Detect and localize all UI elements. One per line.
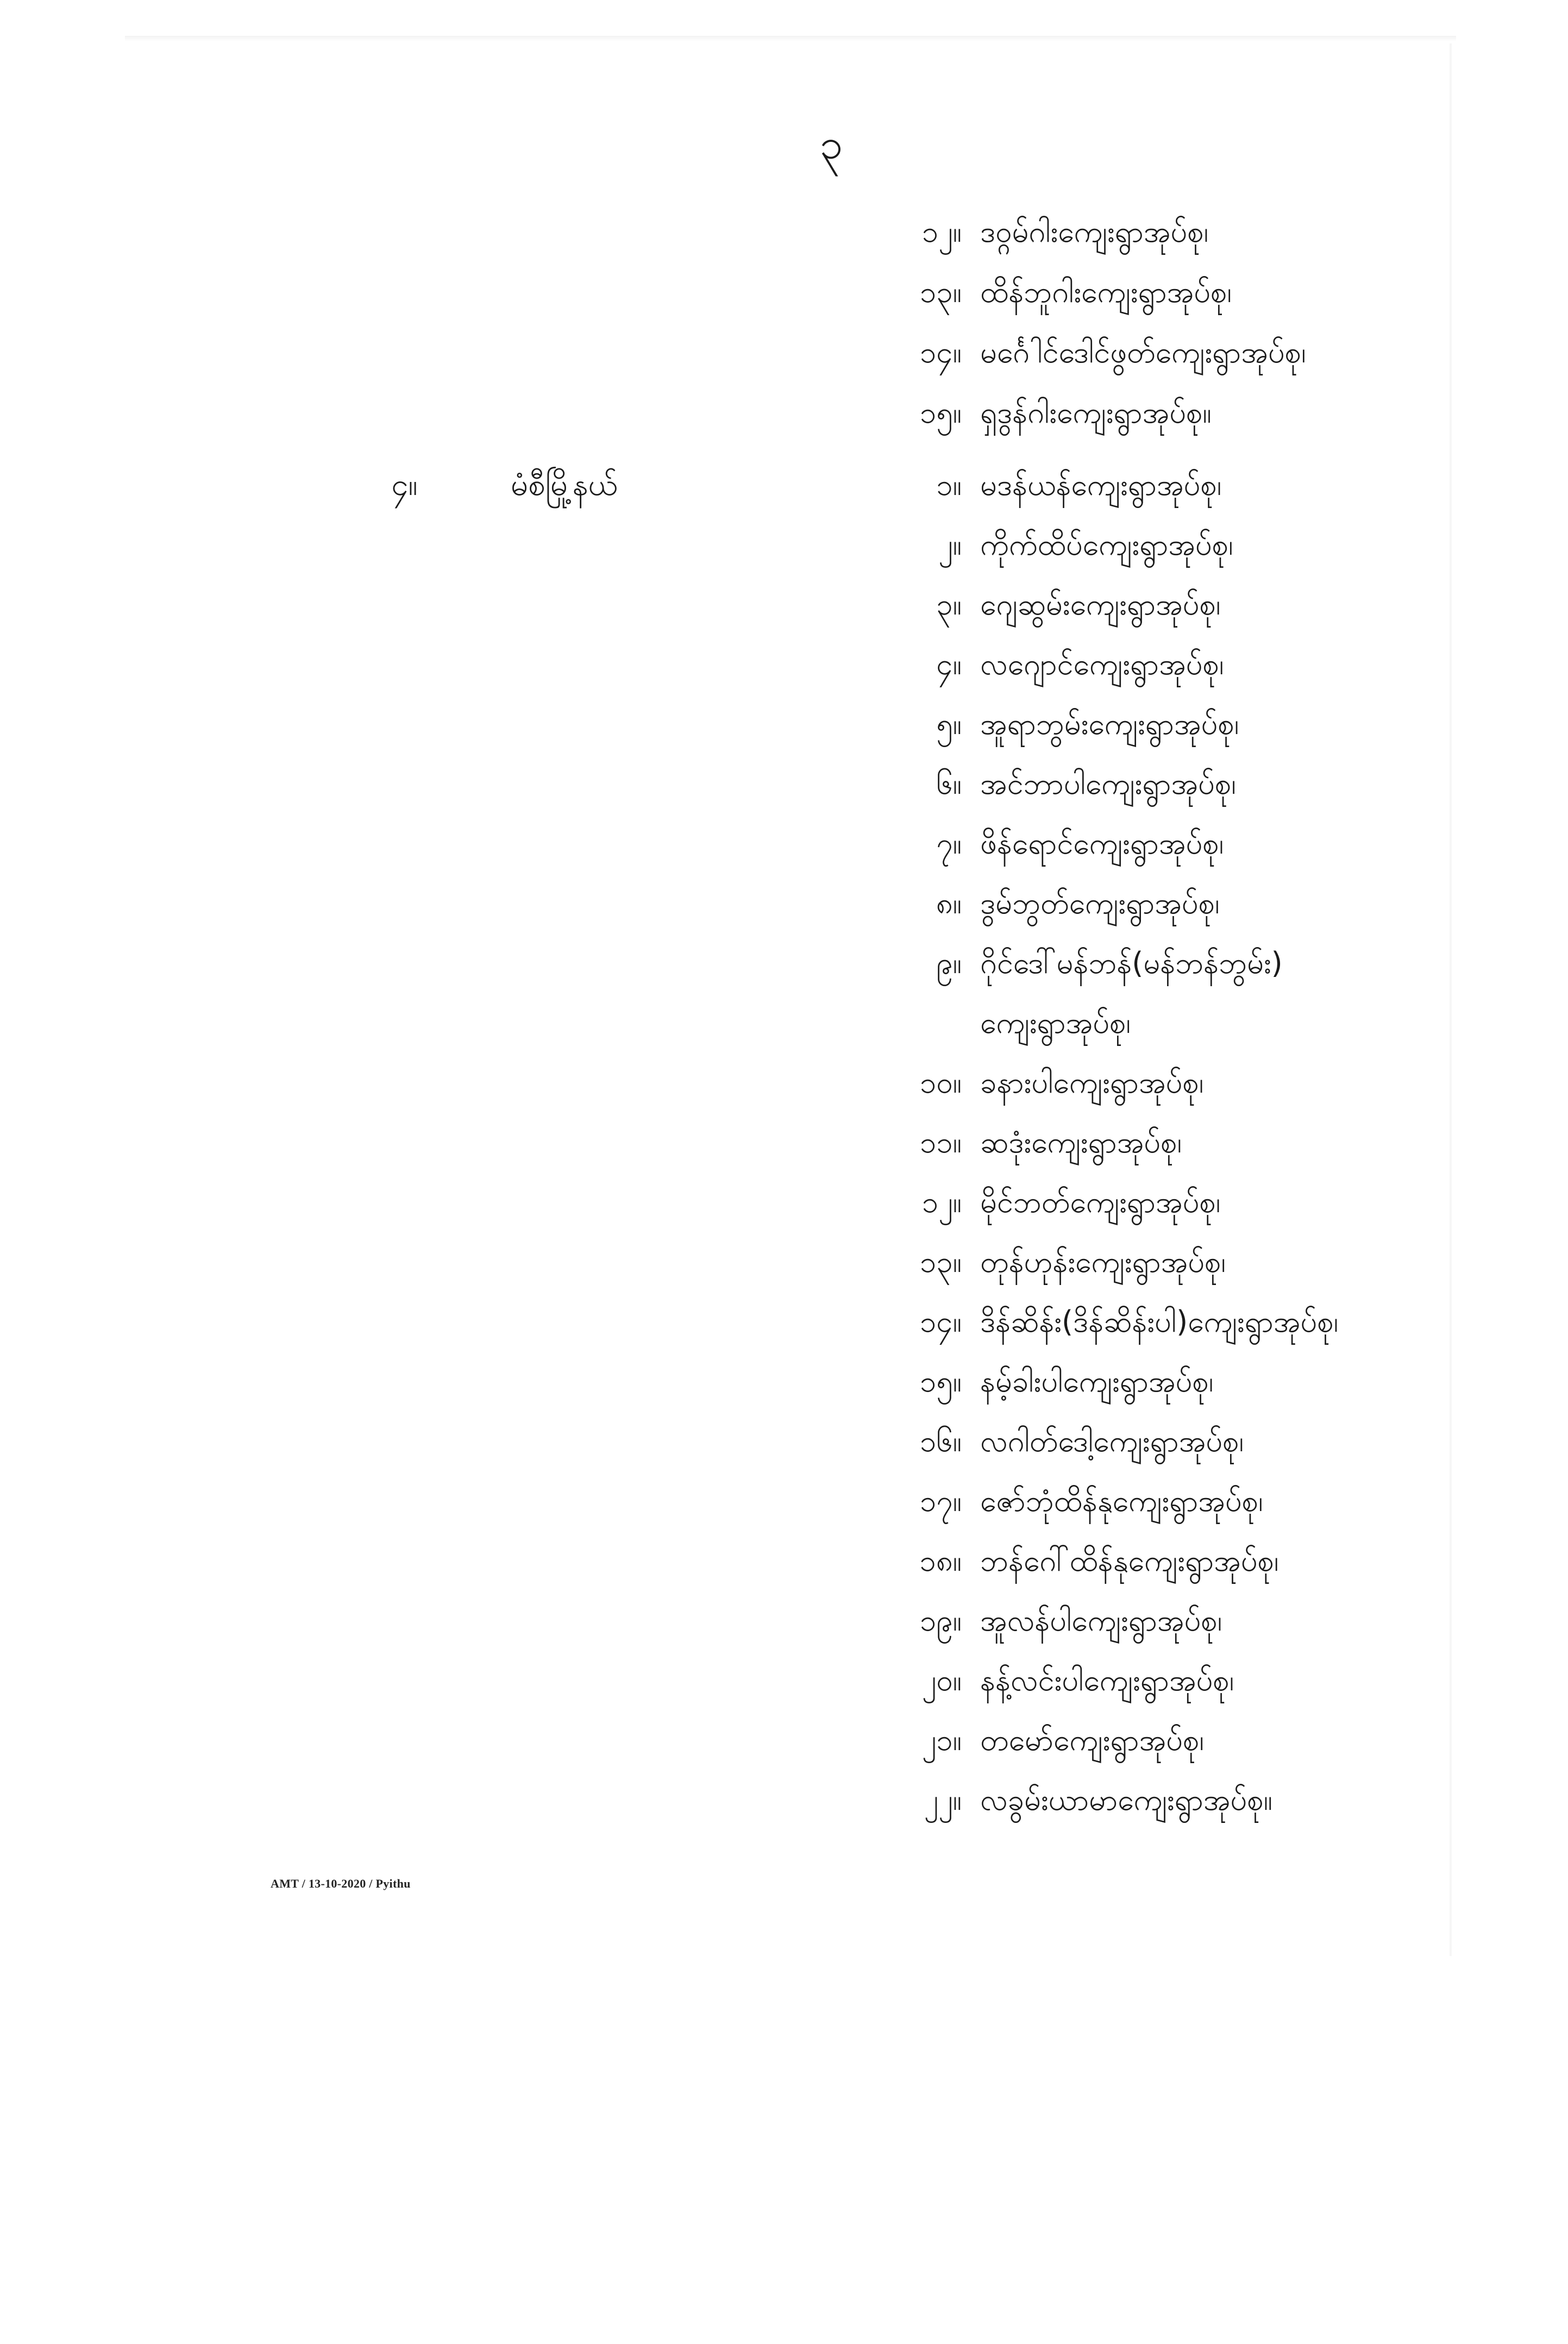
item-number: ၁၁။: [919, 1125, 962, 1160]
item-text: ဆဒုံးကျေးရွာအုပ်စု၊: [980, 1125, 1182, 1160]
item-text: မင်္ဂေါင်ဒေါင်ဖွတ်ကျေးရွာအုပ်စု၊: [980, 335, 1306, 369]
list-item: [891, 640, 1224, 694]
list-item: [891, 1537, 1278, 1591]
list-item: [891, 580, 1220, 635]
list-item: [891, 879, 1220, 933]
item-number: ၁၂။: [921, 1184, 962, 1219]
list-item: [891, 1118, 1182, 1173]
item-number: ၂၂။: [924, 1782, 962, 1817]
document-footer: AMT / 13-10-2020 / Pyithu: [271, 1877, 411, 1890]
list-item: [891, 1656, 1234, 1710]
item-text: ဂိုင်ဒေါ်မန်ဘန်(မန်ဘန်ဘွမ်း): [980, 945, 1283, 980]
item-text: ဒိန်ဆိန်း(ဒိန်ဆိန်းပါ)ကျေးရွာအုပ်စု၊: [980, 1304, 1339, 1339]
list-item: [891, 1477, 1263, 1531]
list-item: [891, 1776, 1272, 1830]
item-text: ဇော်ဘုံထိန်နုကျေးရွာအုပ်စု၊: [980, 1483, 1263, 1518]
item-number: ၂။: [938, 527, 962, 562]
item-text: မိုင်ဘတ်ကျေးရွာအုပ်စု၊: [980, 1184, 1221, 1219]
list-item: [891, 1357, 1213, 1412]
list-item: [891, 268, 1232, 322]
list-item: [891, 1716, 1204, 1770]
list-item: [891, 1417, 1244, 1471]
item-number: ၈။: [936, 886, 962, 920]
item-number: ၅။: [936, 706, 962, 741]
item-text: ဖိန်ရောင်ကျေးရွာအုပ်စု၊: [980, 826, 1224, 861]
item-text: အူလန်ပါကျေးရွာအုပ်စု၊: [980, 1603, 1222, 1638]
item-number: ၇။: [936, 826, 962, 861]
item-text: ဒွမ်ဘွတ်ကျေးရွာအုပ်စု၊: [980, 886, 1220, 920]
item-text: လဂျောင်ကျေးရွာအုပ်စု၊: [980, 647, 1224, 681]
item-text: ဘန်ဂေါ်ထိန်နုကျေးရွာအုပ်စု၊: [980, 1543, 1279, 1578]
item-text: ဒဝ္ဂမ်ဂါးကျေးရွာအုပ်စု၊: [980, 214, 1209, 249]
item-text: ခနားပါကျေးရွာအုပ်စု၊: [980, 1065, 1204, 1100]
item-number: ၁၅။: [919, 395, 962, 430]
list-item: [891, 1058, 1203, 1113]
item-text: တုန်ဟုန်းကျေးရွာအုပ်စု၊: [980, 1244, 1226, 1279]
page-number: ၃: [819, 120, 843, 168]
district-number: ၄။: [391, 467, 418, 503]
item-text: လခွမ်းယာမာကျေးရွာအုပ်စု။: [980, 1782, 1272, 1817]
item-number: ၆။: [936, 766, 962, 801]
item-text: နမ့်ခါးပါကျေးရွာအုပ်စု၊: [980, 1364, 1214, 1399]
list-item: [891, 939, 1283, 993]
item-text: အူရာဘွမ်းကျေးရွာအုပ်စု၊: [980, 706, 1239, 741]
item-text: နန့်လင်းပါကျေးရွာအုပ်စု၊: [980, 1663, 1234, 1697]
list-item: [891, 328, 1306, 383]
list-item: [891, 208, 1208, 262]
item-number: ၃။: [936, 587, 962, 622]
list-item: [891, 700, 1239, 754]
item-number: ၁၇။: [919, 1483, 962, 1518]
item-text: ထိန်ဘူဂါးကျေးရွာအုပ်စု၊: [980, 274, 1232, 309]
list-item: [891, 388, 1212, 443]
item-number: ၁၂။: [921, 214, 962, 249]
list-item: [891, 461, 1221, 515]
item-number: ၉။: [936, 945, 962, 980]
list-item-continuation: ကျေးရွာအုပ်စု၊: [980, 1005, 1131, 1040]
item-number: ၁၉။: [919, 1603, 962, 1638]
item-number: ၁။: [936, 467, 962, 502]
item-number: ၁၆။: [919, 1424, 962, 1458]
item-text: တမော်ကျေးရွာအုပ်စု၊: [980, 1722, 1204, 1757]
item-number: ၂၀။: [921, 1663, 962, 1697]
item-text: လဂါတ်ဒေါ့ကျေးရွာအုပ်စု၊: [980, 1424, 1244, 1458]
list-item: [891, 819, 1224, 874]
item-number: ၁၈။: [919, 1543, 962, 1578]
item-number: ၁၅။: [919, 1364, 962, 1399]
item-text: မဒန်ယန်ကျေးရွာအုပ်စု၊: [980, 467, 1222, 502]
item-number: ၂၁။: [921, 1722, 962, 1757]
list-item: [891, 1238, 1226, 1292]
list-item: [891, 1178, 1220, 1232]
item-number: ၁၄။: [919, 1304, 962, 1339]
list-item: [891, 1298, 1338, 1352]
item-text: ရှဒွန်ဂါးကျေးရွာအုပ်စု။: [980, 395, 1212, 430]
list-item: [891, 1596, 1222, 1651]
scan-shadow-right: [1450, 43, 1452, 1956]
district-name: မံစီမြို့နယ်: [511, 467, 618, 503]
item-number: ၁၄။: [919, 335, 962, 369]
scan-shadow-top: [125, 36, 1456, 41]
item-number: ၄။: [936, 647, 962, 681]
item-text: ဂျေဆွမ်းကျေးရွာအုပ်စု၊: [980, 587, 1221, 622]
list-item: [891, 521, 1233, 575]
item-text: အင်ဘာပါကျေးရွာအုပ်စု၊: [980, 766, 1236, 801]
item-text: ကိုက်ထိပ်ကျေးရွာအုပ်စု၊: [980, 527, 1233, 562]
item-number: ၁၃။: [919, 274, 962, 309]
list-item: [891, 760, 1236, 814]
item-number: ၁၀။: [919, 1065, 962, 1100]
item-number: ၁၃။: [919, 1244, 962, 1279]
